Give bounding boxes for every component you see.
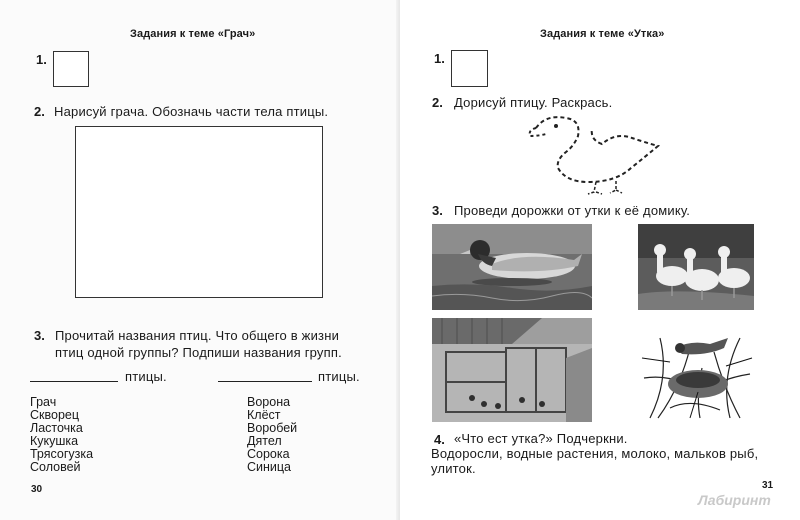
bird-word: Скворец	[30, 408, 80, 422]
bird-word: Ласточка	[30, 421, 83, 435]
left-task3-number: 3.	[34, 328, 45, 343]
birds-column-2	[247, 396, 297, 474]
bird-word: Дятел	[247, 434, 282, 448]
group1-name-blank[interactable]	[30, 381, 118, 382]
bird-word: Кукушка	[30, 434, 79, 448]
duckling-beak-dashes	[530, 128, 546, 136]
labirint-watermark: Лабиринт	[698, 492, 771, 508]
right-task4-number: 4.	[434, 432, 445, 447]
bird-word: Воробей	[247, 421, 298, 435]
bird-word: Клёст	[247, 408, 281, 422]
reed-nest-photo[interactable]	[640, 318, 754, 422]
group1-suffix: птицы.	[125, 369, 167, 384]
white-ducks-photo[interactable]	[638, 224, 754, 310]
mallard-photo[interactable]	[432, 224, 592, 310]
duckling-eye	[554, 124, 558, 128]
group2-suffix: птицы.	[318, 369, 360, 384]
duckling-feet-dashes	[588, 181, 622, 194]
bird-word: Ворона	[247, 395, 291, 409]
right-task1-number: 1.	[434, 51, 445, 66]
right-task3-number: 3.	[432, 203, 443, 218]
right-page-number: 31	[762, 480, 774, 491]
bird-word: Синица	[247, 460, 292, 474]
left-task2-number: 2.	[34, 104, 45, 119]
duckling-outline[interactable]	[526, 108, 666, 198]
left-page-title: Задания к теме «Грач»	[130, 28, 256, 40]
left-task2-text: Нарисуй грача. Обозначь части тела птицы.	[54, 104, 329, 119]
right-page	[400, 0, 800, 520]
right-task3-text: Проведи дорожки от утки к её домику.	[454, 203, 691, 218]
left-task1-checkbox[interactable]	[53, 51, 89, 87]
food-options-line2[interactable]: улиток.	[431, 461, 476, 476]
right-task2-text: Дорисуй птицу. Раскрась.	[454, 95, 613, 110]
duck-enclosure-photo[interactable]	[432, 318, 592, 422]
bird-word: Соловей	[30, 460, 81, 474]
right-task4-line1: «Что ест утка?» Подчеркни.	[454, 431, 628, 446]
bird-word: Грач	[30, 395, 57, 409]
left-task3-line2: птиц одной группы? Подпиши названия групп.	[55, 345, 342, 360]
drawing-area[interactable]	[75, 126, 323, 298]
left-task1-number: 1.	[36, 52, 47, 67]
left-task3-line1: Прочитай названия птиц. Что общего в жизни	[55, 328, 340, 343]
food-options-line1[interactable]: Водоросли, водные растения, молоко, мальков рыб,	[431, 446, 759, 461]
birds-column-1	[30, 396, 93, 474]
right-task2-number: 2.	[432, 95, 443, 110]
bird-word: Трясогузка	[30, 447, 94, 461]
right-page-title: Задания к теме «Утка»	[540, 28, 665, 40]
left-page-number: 30	[31, 484, 43, 495]
group2-name-blank[interactable]	[218, 381, 312, 382]
bird-word: Сорока	[247, 447, 290, 461]
right-task1-checkbox[interactable]	[451, 50, 488, 87]
